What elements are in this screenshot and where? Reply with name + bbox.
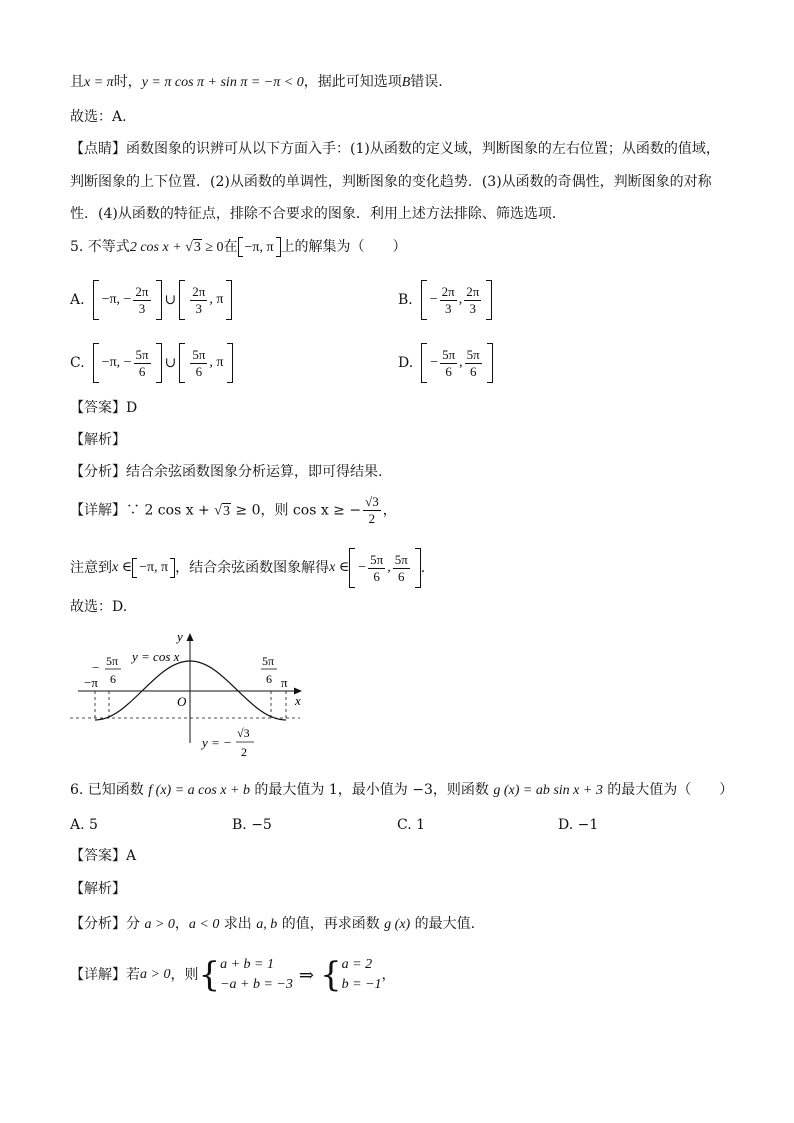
question-5: 5. 不等式2 cos x + √3 ≥ 0在 −π, π 上的解集为（ ） [70,239,407,255]
text-line-5: 性．(4)从函数的特征点，排除不合要求的图象．利用上述方法排除、筛选选项． [70,206,566,222]
text: 的最大值为 1，最小值为 −3，则函数 [249,782,494,798]
text: ， [174,916,189,932]
math: g (x) = ab sin x + 3 [493,783,603,798]
math: 2π [192,283,206,299]
text-line-3: 【点睛】函数图象的识辨可从以下方面入手：(1)从函数的定义域，判断图象的左右位置；从函数的值域， [70,141,720,157]
math: , [387,560,391,575]
text: 注意到 [70,560,112,576]
math: 5π [394,551,408,567]
math: , [458,292,463,307]
math: , [459,355,463,370]
choice-5: 故选：D. [70,599,128,615]
math: 2 cos x + [129,240,186,255]
math: x = π [84,75,114,90]
option-label: A. [70,292,85,308]
math: 2π [466,283,480,299]
math: 3 [138,300,146,316]
math: 5π [442,346,456,362]
text: ， [381,967,396,983]
math: 6 [373,568,380,584]
math: a > 0 [140,967,171,982]
math: a + b = 1 [220,957,274,972]
left-brace: { [319,955,342,995]
math: ∪ [164,355,177,371]
math: b = −1 [341,977,382,992]
detail-5: 【详解】∵ 2 cos x + √3 ≥ 0，则 cos x ≥ − $\frac{√3}{2}$ ， [70,494,397,526]
frac-num: 5π [262,654,275,668]
text: 错误. [410,74,443,90]
math: B [401,75,411,90]
math: √3 [365,494,379,509]
line-label: y = − [202,735,232,750]
math: 6 [469,363,477,379]
text: ≥ 0，则 cos x ≥ − [230,502,362,519]
detail-6 [70,955,396,995]
frac-num: 5π [106,654,119,668]
text: 5. 不等式 [70,239,130,255]
text: 的最大值. [410,916,476,932]
answer-6: 【答案】A [70,848,137,864]
answer-5: 【答案】D [70,400,138,416]
math: a < 0 [188,917,220,932]
text: ，据此可知选项 [303,74,402,90]
math: 5π [370,551,384,567]
analysis-heading-6: 【解析】 [70,881,126,897]
math: − [358,560,367,575]
math: x ∈ [329,560,350,575]
option-6b: B. −5 [232,817,272,833]
text: 的值，再求函数 [277,916,385,932]
option-label: D. [398,355,414,371]
math: − [429,292,438,307]
math: ∪ [164,292,177,308]
option-a [70,280,232,320]
text: . [420,560,426,576]
math: g (x) [384,917,411,932]
math: 5π [466,346,480,362]
math: 3 [193,240,201,255]
text: ，则 [170,967,199,983]
math: x ∈ [112,560,133,575]
text: 时， [113,74,142,90]
math: 2π [135,283,149,299]
analysis-5: 【分析】结合余弦函数图象分析运算，即可得结果. [70,464,383,480]
analysis-6 [70,914,475,935]
option-6a: A. 5 [70,817,98,833]
y-axis-arrow [187,633,194,641]
option-6d: D. −1 [558,817,599,833]
math: 6 [445,363,452,379]
option-label: C. [70,355,85,371]
math: −π, π [139,560,169,575]
math: a > 0 [144,917,175,932]
note-5 [70,548,425,588]
math: 3 [444,300,452,316]
pi-label: π [281,675,288,690]
frac-den: 6 [110,672,116,686]
math: −π, − [101,292,132,307]
math: , π [209,355,224,370]
text: 的最大值为（ ） [602,782,734,798]
option-c [70,343,233,383]
math: −π, π [244,240,274,255]
y-axis-label: y [177,629,183,644]
text: 且 [70,74,84,90]
math: −π, − [101,355,132,370]
neg-sign: − [92,660,100,675]
math: 6 [195,363,203,379]
math: , π [209,292,224,307]
math: 3 [195,300,203,316]
text: 上的解集为（ ） [280,239,407,255]
math: 6 [397,568,405,584]
x-axis-label: x [295,693,301,708]
math: a = 2 [341,957,373,972]
math: 3 [469,300,477,316]
frac-num: √3 [237,726,250,740]
math: ≥ 0 [201,240,224,255]
math: 2π [441,283,455,299]
math: −a + b = −3 [220,977,293,992]
equation-solution [342,955,382,995]
math: 3 [222,503,230,519]
text: ， [382,502,397,519]
left-brace: { [198,955,221,995]
text: ，结合余弦函数图象解得 [175,560,330,576]
option-d [398,343,493,383]
text-line-4: 判断图象的上下位置．(2)从函数的单调性，判断图象的变化趋势．(3)从函数的奇偶性，判断图象的对称 [70,174,712,190]
frac-den: 2 [241,745,247,759]
origin-label: O [177,694,187,709]
frac-den: 6 [266,672,272,686]
neg-pi-label: −π [84,675,98,690]
text: 【详解】若 [70,967,140,983]
math: − [430,355,439,370]
math: 5π [192,346,206,362]
text: 【分析】分 [70,916,145,932]
math: ⇒ [298,965,314,985]
math: 2 [368,511,376,526]
equation-system [220,955,293,995]
option-6c: C. 1 [397,817,426,833]
text-line-2: 故选：A. [70,109,127,125]
text: 求出 [219,916,257,932]
text: 6. 已知函数 [70,782,149,798]
math: 5π [135,346,149,362]
text-line-1 [70,72,443,93]
option-b [398,280,492,320]
math: 6 [138,363,146,379]
cosine-graph [70,625,320,765]
math: a, b [256,917,278,932]
text: 在 [223,239,238,255]
curve-label: y = cos x [132,649,180,664]
question-6 [70,780,733,801]
analysis-heading-5: 【解析】 [70,432,126,448]
math: f (x) = a cos x + b [148,783,250,798]
text: 【详解】∵ 2 cos x + [70,502,215,519]
option-label: B. [398,292,413,308]
math: y = π cos π + sin π = −π < 0 [141,75,304,90]
